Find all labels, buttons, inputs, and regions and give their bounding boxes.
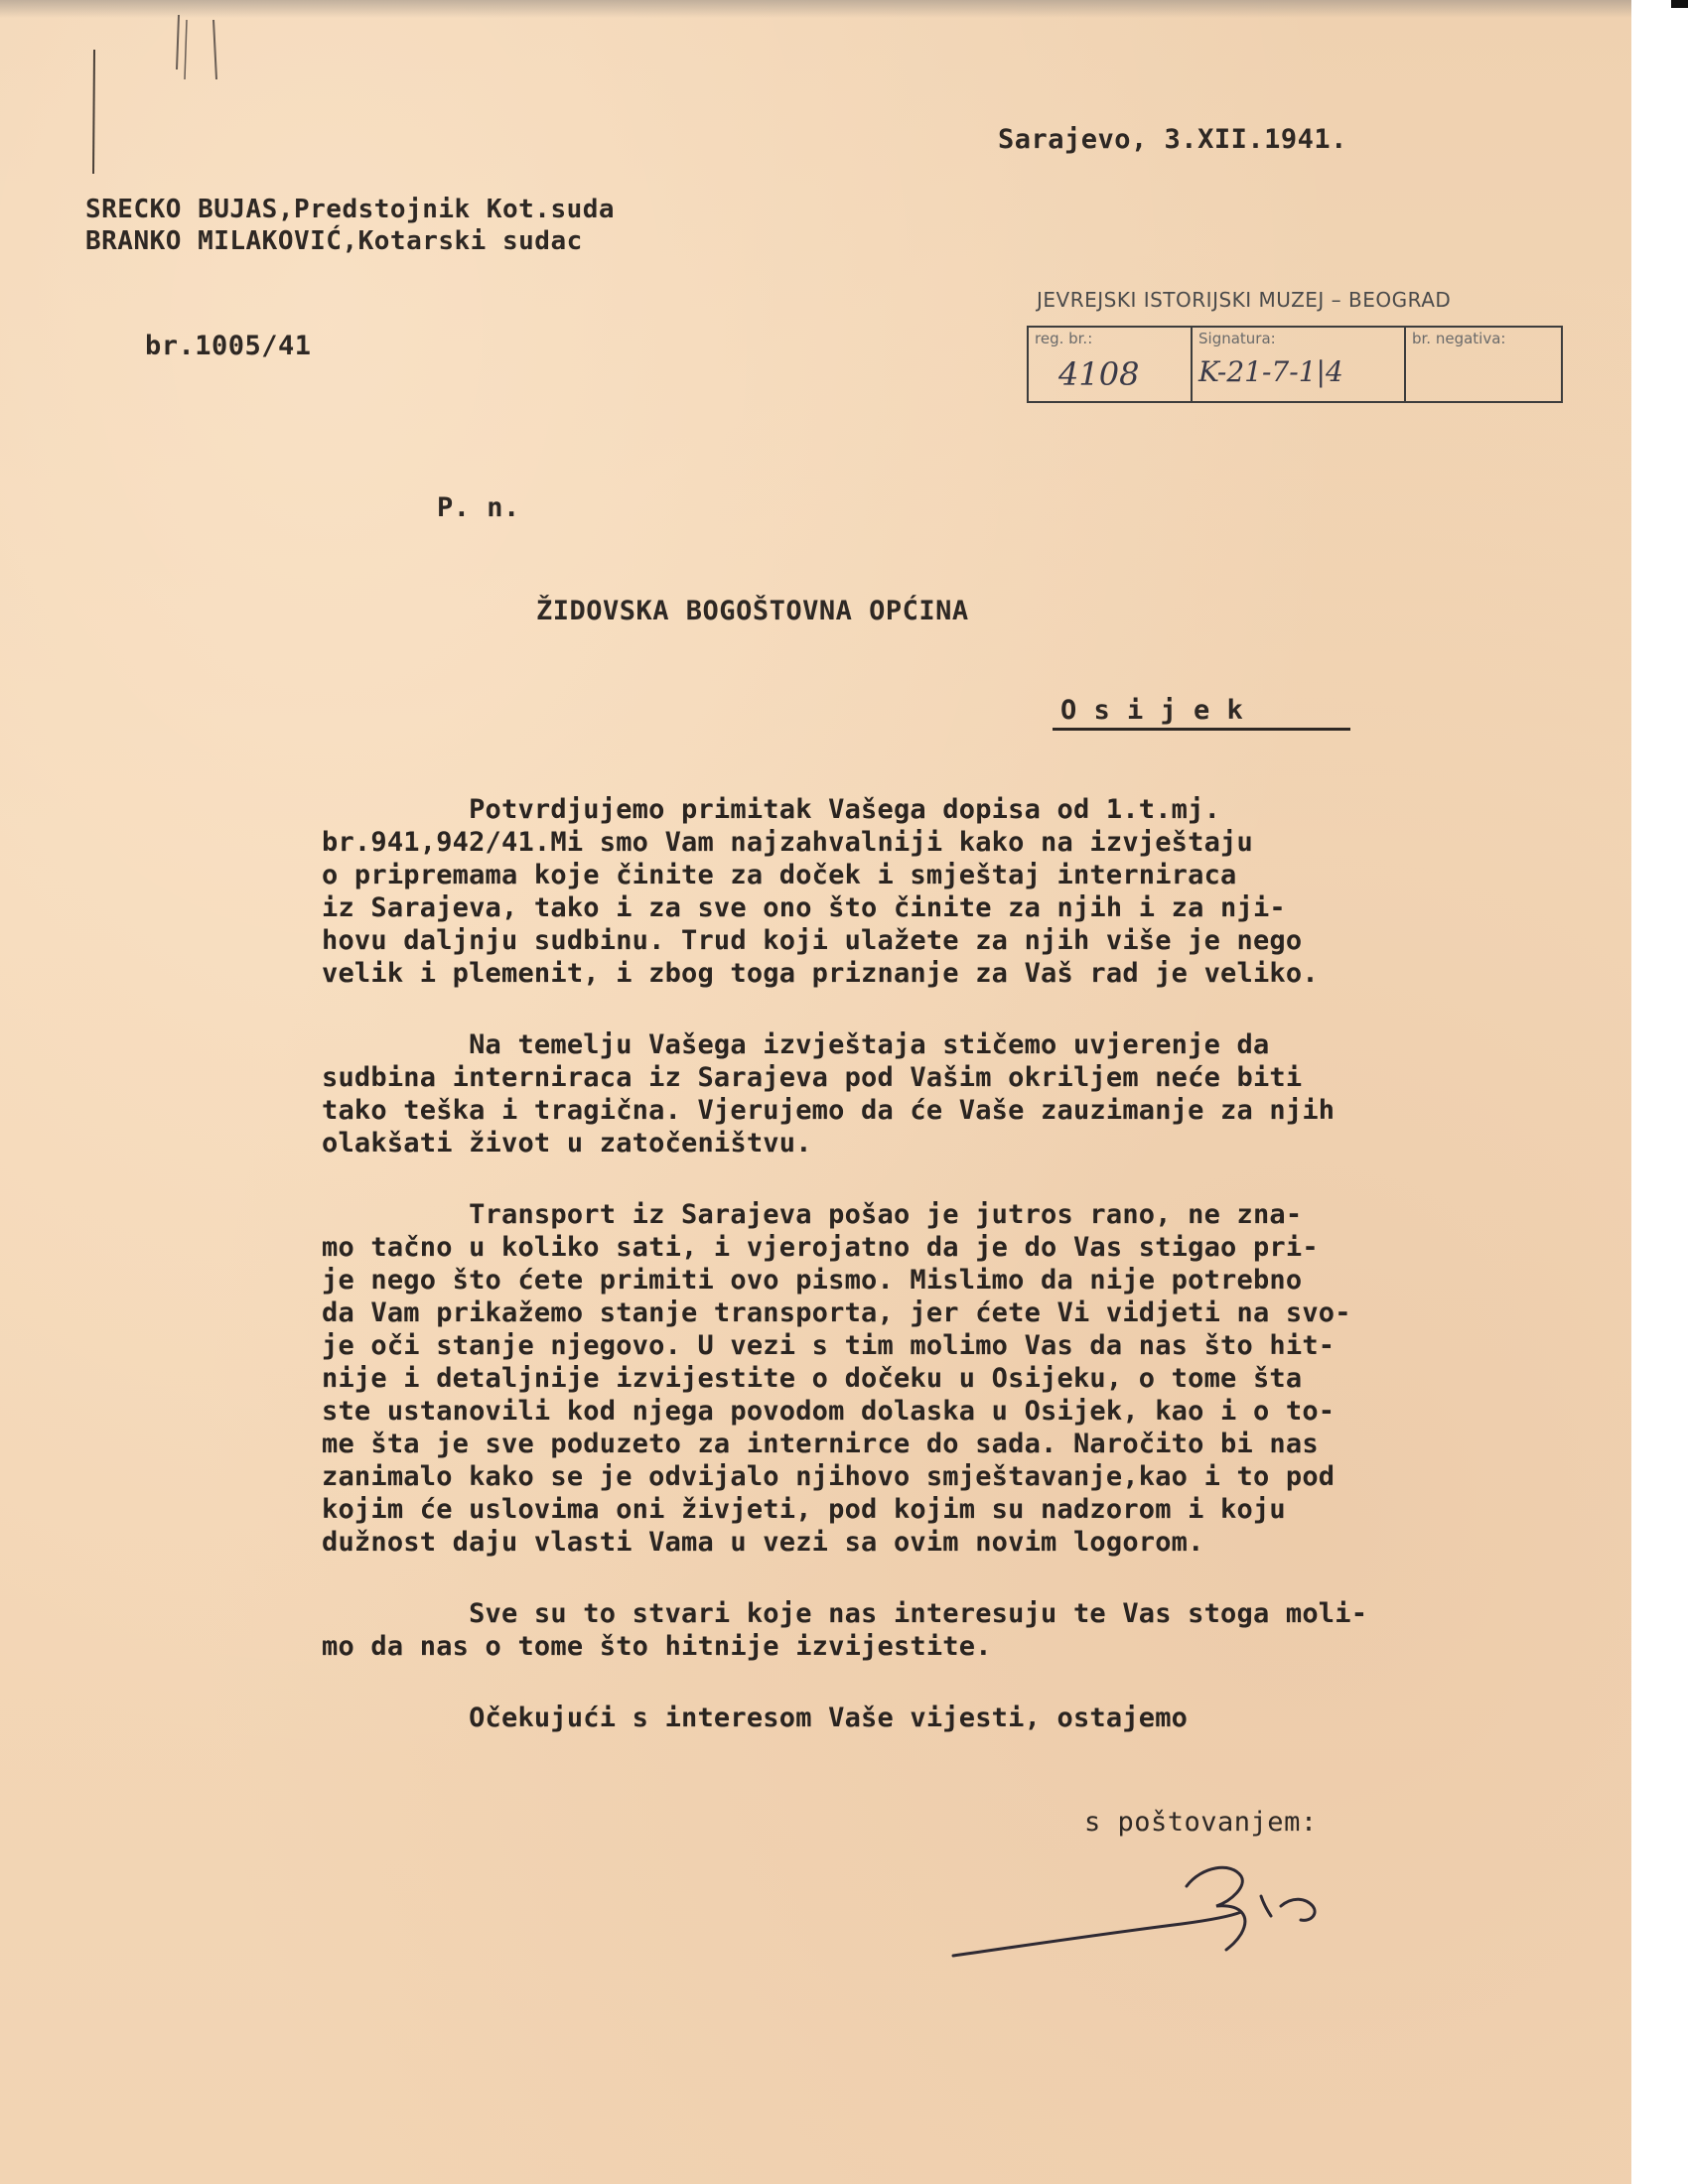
sender-line-1: SRECKO BUJAS,Predstojnik Kot.suda — [85, 195, 616, 224]
body-line: o pripremama koje činite za doček i smještaj interniraca — [322, 860, 1237, 890]
stamp-cell-negative-no — [1406, 328, 1561, 401]
body-line: dužnost daju vlasti Vama u vezi sa ovim novim logorom. — [322, 1527, 1204, 1558]
closing: s poštovanjem: — [1084, 1807, 1318, 1838]
body-line: iz Sarajeva, tako i za sve ono što činite za njih i za nji- — [322, 892, 1286, 923]
stamp-cell-reg-no — [1029, 328, 1193, 401]
handwritten-signature — [943, 1846, 1380, 1966]
archive-stamp-box — [1027, 326, 1563, 403]
body-line: je oči stanje njegovo. U vezi s tim molimo Vas da nas što hit- — [322, 1330, 1336, 1361]
archive-stamp-title: JEVREJSKI ISTORIJSKI MUZEJ – BEOGRAD — [1037, 288, 1452, 312]
stamp-label-negative-no: br. negativa: — [1412, 330, 1506, 347]
body-line: je nego što ćete primiti ovo pismo. Mislimo da nije potrebno — [322, 1265, 1303, 1296]
archive-stamp — [1023, 288, 1569, 413]
body-line: da Vam prikažemo stanje transporta, jer ćete Vi vidjeti na svo- — [322, 1297, 1351, 1328]
scan-margin — [1631, 0, 1688, 2184]
place-date: Sarajevo, 3.XII.1941. — [998, 124, 1347, 155]
body-line: mo tačno u koliko sati, i vjerojatno da je do Vas stigao pri- — [322, 1232, 1319, 1263]
body-line: Sve su to stvari koje nas interesuju te Vas stoga moli- — [322, 1598, 1368, 1629]
stamp-cell-signatura — [1193, 328, 1406, 401]
recipient-city: O s i j e k — [1060, 695, 1244, 726]
sender-line-2: BRANKO MILAKOVIĆ,Kotarski sudac — [85, 226, 583, 256]
stamp-label-reg-no: reg. br.: — [1035, 330, 1093, 347]
stamp-value-signatura: K-21-7-1|4 — [1198, 355, 1343, 388]
body-line: velik i plemenit, i zbog toga priznanje za Vaš rad je veliko. — [322, 958, 1319, 989]
body-line: Potvrdjujemo primitak Vašega dopisa od 1.t.mj. — [322, 794, 1221, 825]
body-line: Očekujući s interesom Vaše vijesti, ostajemo — [322, 1703, 1189, 1733]
scan-top-shadow — [0, 0, 1631, 18]
reference-number: br.1005/41 — [145, 331, 312, 361]
salutation: P. n. — [437, 492, 520, 523]
body-line: me šta je sve poduzeto za internirce do sada. Naročito bi nas — [322, 1429, 1319, 1459]
body-line: nije i detaljnije izvijestite o dočeku u Osijeku, o tome šta — [322, 1363, 1303, 1394]
stamp-value-reg-no: 4108 — [1058, 355, 1140, 393]
body-line: Transport iz Sarajeva pošao je jutros rano, ne zna- — [322, 1199, 1303, 1230]
margin-pencil-marks — [79, 10, 238, 179]
body-line: olakšati život u zatočeništvu. — [322, 1128, 812, 1159]
city-underline — [1053, 728, 1350, 731]
body-line: sudbina interniraca iz Sarajeva pod Vašim okriljem neće biti — [322, 1062, 1303, 1093]
body-line: zanimalo kako se je odvijalo njihovo smještavanje,kao i to pod — [322, 1461, 1336, 1492]
body-line: Na temelju Vašega izvještaja stičemo uvjerenje da — [322, 1029, 1270, 1060]
recipient-organization: ŽIDOVSKA BOGOŠTOVNA OPĆINA — [536, 596, 969, 626]
body-line: kojim će uslovima oni živjeti, pod kojim su nadzorom i koju — [322, 1494, 1286, 1525]
body-line: tako teška i tragična. Vjerujemo da će Vaše zauzimanje za njih — [322, 1095, 1336, 1126]
body-line: hovu daljnju sudbinu. Trud koji ulažete za njih više je nego — [322, 925, 1303, 956]
body-line: ste ustanovili kod njega povodom dolaska u Osijek, kao i o to- — [322, 1396, 1336, 1427]
body-line: br.941,942/41.Mi smo Vam najzahvalniji kako na izvještaju — [322, 827, 1253, 858]
stamp-label-signatura: Signatura: — [1198, 330, 1276, 347]
scan-corner-mark — [1671, 0, 1688, 8]
body-line: mo da nas o tome što hitnije izvijestite. — [322, 1631, 992, 1662]
